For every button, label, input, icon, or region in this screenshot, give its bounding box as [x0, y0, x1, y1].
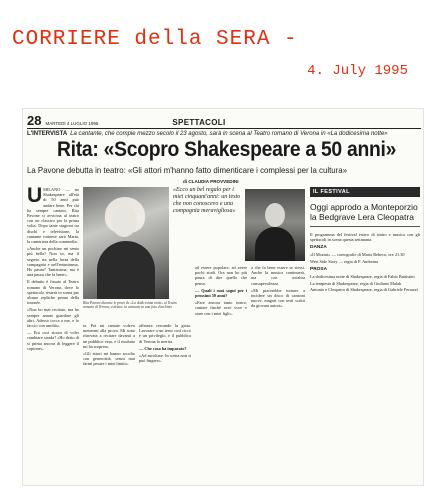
paragraph: Il debutto è fissato al Teatro romano di Verona, dove lo spettacolo resterà in scena per alcune repliche prima della tournée. [27, 279, 79, 306]
article-column-1 [27, 187, 79, 483]
article-headline: Rita: «Scopro Shakespeare a 50 anni» [57, 138, 397, 161]
article-column-4 [195, 265, 247, 483]
paragraph: a che fa bene essere se stessi. Anche la musica continuerà, ma con un'altra consapevolezza. [251, 265, 305, 286]
page-date: MARTEDÌ 4 LUGLIO 1995 [45, 121, 99, 126]
masthead-title: CORRIERE della SERA - [12, 28, 298, 51]
paragraph: «Ad ascoltare. In scena non si può fingere». [139, 353, 191, 364]
article-column-3 [139, 323, 191, 483]
portrait-body-shape [255, 227, 295, 261]
masthead-date: 4. July 1995 [307, 63, 408, 79]
sidebar-item: «Il Mozart» — coreografie di Maria Rebeco, ore 21.30 [310, 252, 405, 258]
paragraph: «Non ho mai recitato, ma ho sempre amato guardare gli altri. Adesso tocca a me, e lo faccio con umiltà». [27, 307, 79, 329]
festival-sidebar [310, 187, 420, 483]
paragraph: «Mi piacerebbe tornare a incidere un disco di canzoni nuove, magari con testi scritti da giovani autori». [251, 287, 305, 309]
sidebar-category: PROSA [310, 267, 328, 273]
article-column-5 [251, 265, 305, 483]
sidebar-intro: Il programma del festival estivo di teatro e musica con gli spettacoli in scena questa settimana. [310, 232, 420, 243]
paragraph: ta. Poi mi cantate volevo mettermi alla prova. Mi sono ritrovata a recitare davanti a un pubblico vero, e il risultato mi ha sorpreso. [83, 323, 135, 349]
kicker-label: L'INTERVISTA [27, 131, 68, 137]
interview-question: — Che cosa ha imparato? [139, 345, 187, 351]
kicker-text: La cantante, che compie mezzo secolo il 23 agosto, sarà in scena al Teatro romano di Verona in «La dodicesima notte» [70, 131, 388, 137]
portrait-face-shape [265, 203, 285, 227]
sidebar-title: Oggi approdo a Monteporzio la Bedgrave Lera Cleopatra [310, 203, 420, 227]
paragraph: ad essere popolare, ad avere pochi studi. Ora non ho più paura di dire quello che penso. [195, 265, 247, 286]
sidebar-item: La tempesta di Shakespeare, regia di Giuliano Malak [310, 280, 402, 286]
page-number: 28 [27, 113, 42, 128]
article-subhead: La Pavone debutta in teatro: «Gli attori m'hanno fatto dimenticare i complessi per la cultura» [27, 166, 348, 175]
paragraph: — Era così sicura di voler cambiare strada? «Ho detto di sì prima ancora di leggere il copione». [27, 330, 79, 351]
portrait-photo [245, 189, 305, 261]
article-byline: di CLAUDIA PROVVEDINI [183, 179, 239, 184]
drop-cap: U [27, 187, 43, 207]
sidebar-item: Antonio e Cleopatra di Shakespeare, regia di Gabriele Ferrazzi [310, 287, 418, 293]
sidebar-body [310, 232, 420, 293]
sidebar-item: West Side Story — regia di F. Andreina [310, 258, 379, 264]
page-header [27, 111, 421, 129]
photo-face-shape [111, 205, 137, 237]
photo-caption: Rita Pavone durante le prove de «La dodicesima notte» al Teatro romano di Verona; a destra, la cantante in una foto d'archivio [83, 301, 177, 310]
main-photo [83, 187, 169, 299]
sidebar-header: IL FESTIVAL [310, 187, 420, 197]
pull-quote: «Ecco un bel regalo per i miei cinquant'anni: un testo che non conoscevo e una compagnia meravigliosa» [173, 187, 241, 214]
sidebar-category: DANZA [310, 245, 327, 251]
interview-question: — Quali i suoi sogni per i prossimi 50 anni? [195, 287, 247, 299]
section-label: SPETTACOLI [172, 118, 226, 127]
newspaper-clipping [22, 108, 424, 486]
article-kicker [27, 131, 388, 137]
paragraph: MILANO — no Shakespeare all'età di 50 anni può andare bene. Per chi ha sempre cantato, Rita Pavone si avvicina al teatro con un classico per la prima volta. Dopo tante stagioni tra dischi e televisione, la cantante torinese sarà Maria, la cameriera della commedia. [27, 187, 79, 245]
sidebar-item: La dodicesima notte di Shakespeare, regia di Fabio Battistini [310, 273, 415, 279]
paragraph: «Fare ancora tanto teatro, cantare finché avrò voce e stare con i miei figli». [195, 300, 247, 316]
photo-body-shape [97, 241, 155, 299]
article-column-2 [83, 323, 135, 483]
paragraph: affronta cercando la gioia. Lavorare a un testo così ricco è un privilegio, e il pubblico di Verona lo merita. [139, 323, 191, 344]
paragraph: «Gli attori mi hanno accolto con generosità, senza mai farmi pesare i miei limiti». [83, 351, 135, 367]
paragraph: «Anche un pochino mi sento più bella? Non so, ma il segreto sta nella forza della compagnia e nell'entusiasmo. Ho paura? Tantissima, ma è una paura che fa bene». [27, 246, 79, 278]
